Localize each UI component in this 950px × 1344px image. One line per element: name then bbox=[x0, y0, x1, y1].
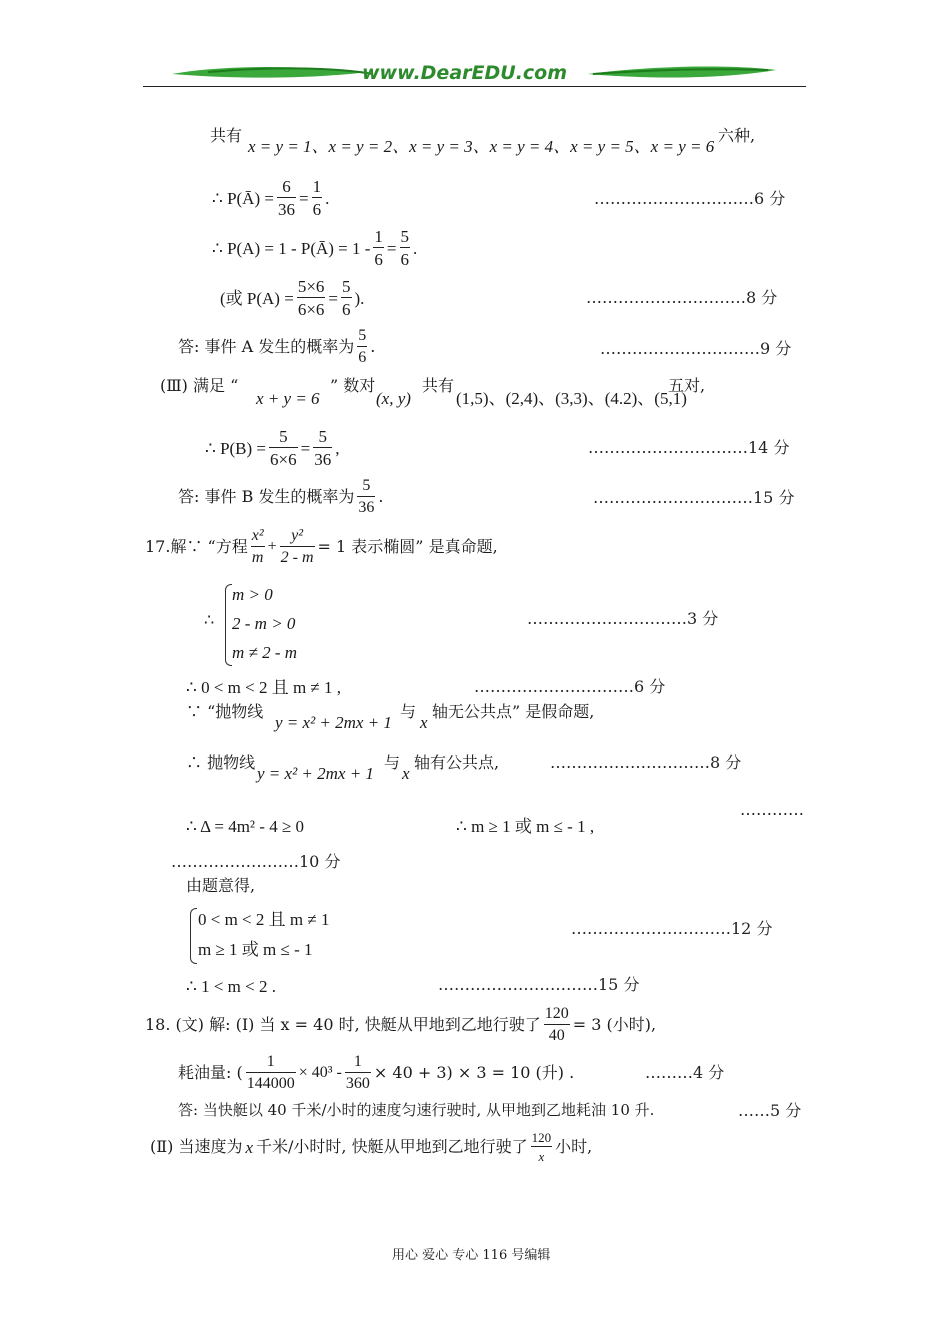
parabola2-prefix: ∴ 抛物线 bbox=[186, 753, 256, 772]
parabola-expr: y = x² + 2mx + 1 bbox=[275, 713, 392, 732]
line1-prefix: 共有 bbox=[210, 126, 243, 145]
x-variable: x bbox=[420, 713, 428, 732]
fraction: $\frac{\text{x²}}{m}$ bbox=[251, 527, 264, 566]
discriminant: ∴ Δ = 4m² - 4 ≥ 0 bbox=[186, 817, 305, 836]
header-rule bbox=[143, 86, 806, 87]
parabola2-expr: y = x² + 2mx + 1 bbox=[257, 764, 374, 783]
by-problem: 由题意得, bbox=[186, 876, 256, 895]
score-10: ……………………10 分 bbox=[171, 852, 341, 871]
fraction: $\frac{5\times 6}{6\times 6}$ bbox=[297, 277, 325, 319]
part3-pair: (x, y) bbox=[376, 389, 411, 408]
formula-alt bbox=[220, 278, 364, 318]
part2-prefix: (Ⅱ) 当速度为 bbox=[150, 1137, 243, 1156]
formula-p-abar bbox=[212, 178, 329, 218]
score-6b: …………………………6 分 bbox=[474, 677, 666, 696]
x-variable: x bbox=[402, 764, 410, 783]
fraction: $\frac{120}{x}$ bbox=[531, 1130, 552, 1164]
equals: = bbox=[298, 188, 309, 208]
system2-line1: 0 < m < 2 且 m ≠ 1 bbox=[198, 910, 330, 929]
part3-expr: x + y = 6 bbox=[256, 389, 320, 408]
discriminant-result: ∴ m ≥ 1 或 m ≤ - 1 , bbox=[456, 817, 595, 836]
fuel-calc bbox=[178, 1054, 574, 1092]
fuel-mid: × 40³ - bbox=[298, 1064, 342, 1081]
system-brace bbox=[190, 908, 197, 964]
answer-b bbox=[178, 478, 384, 516]
part3-mid2: 共有 bbox=[422, 376, 455, 395]
formula-lhs: ∴ P(A) = 1 - P(Ā) = 1 - bbox=[212, 238, 371, 258]
part3-list: (1,5)、(2,4)、(3,3)、(4.2)、(5,1) bbox=[456, 389, 687, 408]
fraction: $\frac{1}{144000}$ bbox=[246, 1053, 295, 1092]
score-6: …………………………6 分 bbox=[594, 189, 786, 208]
part2-suffix: 小时, bbox=[555, 1137, 593, 1156]
fraction: $\frac{5}{6\times 6}$ bbox=[270, 427, 297, 469]
period: . bbox=[325, 188, 330, 208]
system2-line2: m ≥ 1 或 m ≤ - 1 bbox=[198, 940, 313, 959]
equals: = bbox=[386, 238, 397, 258]
plus: + bbox=[267, 538, 277, 555]
score-15b: …………………………15 分 bbox=[438, 975, 640, 994]
fraction: $\frac{\text{y²}}{2 - m}$ bbox=[280, 527, 314, 566]
final-range: ∴ 1 < m < 2 . bbox=[186, 977, 276, 996]
answer-text: 答: 事件 B 发生的概率为 bbox=[178, 487, 355, 506]
part3-prefix: (Ⅲ) 满足 “ bbox=[160, 376, 239, 395]
score-8: …………………………8 分 bbox=[586, 288, 778, 307]
equals: = bbox=[328, 288, 338, 308]
system1-line1: m > 0 bbox=[232, 585, 273, 604]
page-footer: 用心 爱心 专心 116 号编辑 bbox=[392, 1248, 551, 1263]
line1-expression: x = y = 1、x = y = 2、x = y = 3、x = y = 4、x = y = 5、x = y = 6 bbox=[248, 137, 715, 156]
score-4: ………4 分 bbox=[645, 1063, 725, 1082]
question-17 bbox=[145, 528, 498, 566]
score-12: …………………………12 分 bbox=[571, 919, 773, 938]
q18-prefix: 18. (文) 解: (Ⅰ) 当 x = 40 时, 快艇从甲地到乙地行驶了 bbox=[145, 1015, 541, 1034]
period: . bbox=[378, 487, 384, 506]
score-15a: …………………………15 分 bbox=[593, 488, 795, 507]
dots-continuation: ………… bbox=[740, 800, 804, 819]
text-line-1 bbox=[210, 128, 242, 144]
fraction: $\frac{1}{6}$ bbox=[374, 227, 383, 269]
parabola2-mid: 与 bbox=[384, 753, 401, 772]
system1-line3: m ≠ 2 - m bbox=[232, 643, 298, 662]
question-18 bbox=[145, 1006, 656, 1044]
system-brace bbox=[225, 584, 232, 666]
fraction: $\frac{1}{6}$ bbox=[312, 177, 322, 219]
parabola2-suffix: 轴有公共点, bbox=[414, 753, 500, 772]
q17-prefix: 17.解∵ “方程 bbox=[145, 537, 248, 556]
period: . bbox=[370, 337, 376, 356]
system1-line2: 2 - m > 0 bbox=[232, 614, 296, 633]
site-logo[interactable]: www.DearEDU.com bbox=[362, 62, 568, 84]
formula-lhs: ∴ P(B) = bbox=[205, 438, 267, 458]
answer-a bbox=[178, 328, 375, 366]
fuel-suffix: × 40 + 3) × 3 = 10 (升) . bbox=[373, 1063, 575, 1082]
score-3: …………………………3 分 bbox=[527, 609, 719, 628]
fraction: $\frac{5}{6}$ bbox=[400, 227, 410, 269]
answer-text: 答: 事件 A 发生的概率为 bbox=[178, 337, 355, 356]
formula-lhs: ∴ P(Ā) = bbox=[212, 188, 274, 208]
line1-suffix: 六种, bbox=[718, 126, 756, 145]
answer-fuel: 答: 当快艇以 40 千米/小时的速度匀速行驶时, 从甲地到乙地耗油 10 升. bbox=[178, 1101, 655, 1119]
closing: ). bbox=[354, 288, 365, 308]
part2-speed bbox=[150, 1131, 592, 1163]
formula-lhs: (或 P(A) = bbox=[220, 288, 294, 308]
equals: = bbox=[300, 438, 311, 458]
fraction: $\frac{5}{6}$ bbox=[358, 327, 367, 366]
fraction: $\frac{5}{36}$ bbox=[358, 477, 375, 516]
fuel-prefix: 耗油量: ( bbox=[178, 1063, 243, 1082]
score-14: …………………………14 分 bbox=[588, 438, 790, 457]
parabola-suffix: 轴无公共点” 是假命题, bbox=[432, 702, 595, 721]
parabola-prefix: ∵ “抛物线 bbox=[186, 702, 264, 721]
part2-mid: 千米/小时时, 快艇从甲地到乙地行驶了 bbox=[256, 1137, 528, 1156]
parabola-mid: 与 bbox=[400, 702, 417, 721]
formula-p-a bbox=[212, 228, 417, 268]
score-9: …………………………9 分 bbox=[600, 339, 792, 358]
comma: , bbox=[335, 438, 340, 458]
score-5: ……5 分 bbox=[738, 1101, 802, 1120]
formula-p-b bbox=[205, 428, 339, 468]
score-8b: …………………………8 分 bbox=[550, 753, 742, 772]
fraction: $\frac{6}{36}$ bbox=[277, 177, 295, 219]
fraction: $\frac{1}{360}$ bbox=[345, 1053, 370, 1092]
q17-suffix: = 1 表示椭圆” 是真命题, bbox=[317, 537, 498, 556]
period: . bbox=[413, 238, 418, 258]
part3-suffix: 五对, bbox=[668, 376, 706, 395]
part3-mid: ” 数对 bbox=[330, 376, 376, 395]
fraction: $\frac{5}{6}$ bbox=[342, 277, 351, 319]
fraction: $\frac{5}{36}$ bbox=[314, 427, 332, 469]
x-variable: x bbox=[245, 1137, 253, 1157]
fraction: $\frac{120}{40}$ bbox=[544, 1005, 569, 1044]
therefore: ∴ bbox=[204, 610, 215, 629]
result-range: ∴ 0 < m < 2 且 m ≠ 1 , bbox=[186, 678, 342, 697]
q18-suffix: = 3 (小时), bbox=[572, 1015, 657, 1034]
